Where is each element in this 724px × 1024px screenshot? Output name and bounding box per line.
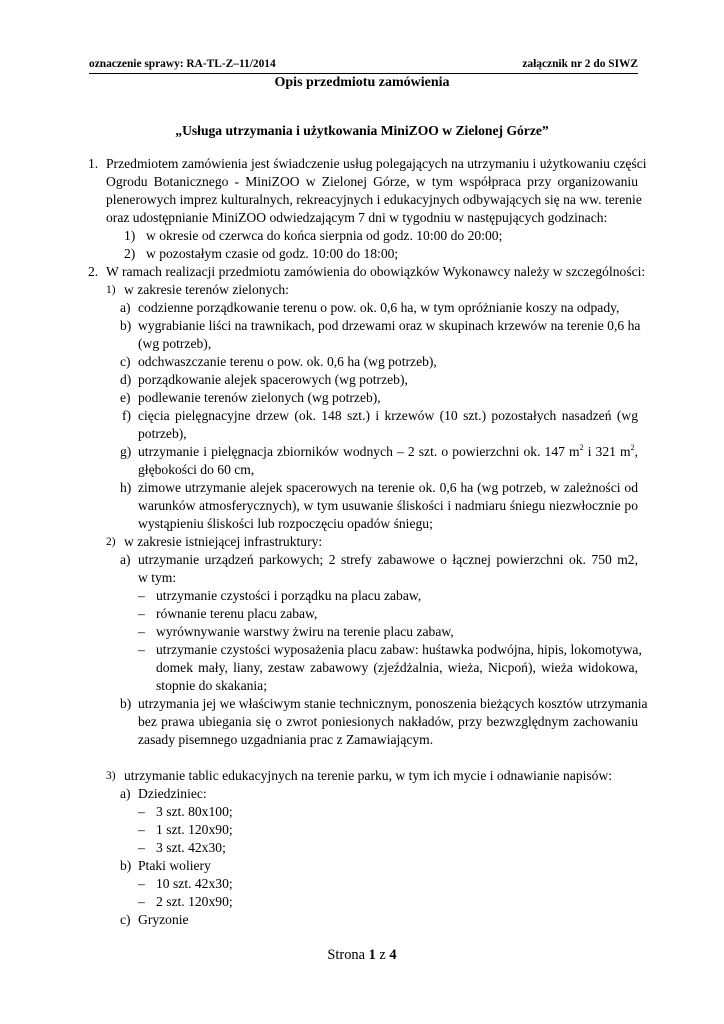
subsection-1-number: 1) xyxy=(106,284,116,296)
item-a-text: codzienne porządkowanie terenu o pow. ok. 0,6 ha, w tym opróżnianie koszy na odpady, xyxy=(138,300,620,315)
section-1-number: 1. xyxy=(88,156,99,171)
infra-b-line-2: bez prawa ubiegania się o zwrot poniesionych nakładów, przy bezwzględnym zachowaniu xyxy=(138,714,638,729)
infra-dash-item-4-line-2: domek mały, liany, zestaw zabawowy (zjeźdżalnia, wieża, Nicpoń), wieża widokowa, xyxy=(156,660,638,675)
case-reference: oznaczenie sprawy: RA-TL-Z–11/2014 xyxy=(89,58,276,70)
dash-4: – xyxy=(138,642,145,657)
current-page: 1 xyxy=(368,947,376,963)
dash-6: – xyxy=(138,822,145,837)
boards-c-text: Gryzonie xyxy=(138,912,189,927)
item-e-letter: e) xyxy=(120,390,131,405)
infra-dash-item-2: równanie terenu placu zabaw, xyxy=(156,606,318,621)
subsection-3-number: 3) xyxy=(106,770,116,782)
item-f-line-2: potrzeb), xyxy=(138,426,187,441)
boards-b-item-1: 10 szt. 42x30; xyxy=(156,876,233,891)
total-pages: 4 xyxy=(389,947,397,963)
dash-3: – xyxy=(138,624,145,639)
item-g-line-1: utrzymanie i pielęgnacja zbiorników wodnych – 2 szt. o powierzchni ok. 147 $m^2$ i 321 $m^2$, xyxy=(138,443,639,459)
boards-a-item-2: 1 szt. 120x90; xyxy=(156,822,233,837)
infra-dash-item-4-line-1: utrzymanie czystości wyposażenia placu zabaw: huśtawka podwójna, hipis, lokomotywa, xyxy=(156,642,642,657)
infra-b-letter: b) xyxy=(120,696,132,711)
boards-a-item-3: 3 szt. 42x30; xyxy=(156,840,226,855)
section-1-line-3: plenerowych imprez kulturalnych, rekreacyjnych i edukacyjnych odbywających się na ww. terenie xyxy=(106,192,642,207)
item-h-line-3: wystąpieniu śliskości lub rozpoczęciu opadów śniegu; xyxy=(138,516,433,531)
dash-5: – xyxy=(138,804,145,819)
dash-2: – xyxy=(138,606,145,621)
hours-2-text: w pozostałym czasie od godz. 10:00 do 18:00; xyxy=(146,246,399,261)
attachment-label: załącznik nr 2 do SIWZ xyxy=(522,58,638,70)
item-f-line-1: cięcia pielęgnacyjne drzew (ok. 148 szt.) i krzewów (10 szt.) pozostałych nasadzeń (wg xyxy=(138,408,638,423)
boards-a-text: Dziedziniec: xyxy=(138,786,207,801)
item-b-line-2: (wg potrzeb), xyxy=(138,336,212,351)
section-2-number: 2. xyxy=(88,264,99,279)
page-header xyxy=(89,57,638,74)
infra-b-line-1: utrzymania jej we właściwym stanie technicznym, ponoszenia bieżących kosztów utrzymania xyxy=(138,696,648,711)
hours-2-number: 2) xyxy=(124,246,136,261)
item-d-letter: d) xyxy=(120,372,132,387)
section-1-line-2: Ogrodu Botanicznego - MiniZOO w Zielonej Górze, w tym współpraca przy organizowaniu xyxy=(106,174,638,189)
boards-b-item-2: 2 szt. 120x90; xyxy=(156,894,233,909)
section-1-line-4: oraz udostępnianie MiniZOO odwiedzającym 7 dni w tygodniu w następujących godzinach: xyxy=(106,210,608,225)
hours-1-number: 1) xyxy=(124,228,136,243)
subsection-3-heading: utrzymanie tablic edukacyjnych na terenie parku, w tym ich mycie i odnawianie napisów: xyxy=(124,768,613,783)
infra-dash-item-4-line-3: stopnie do skakania; xyxy=(156,678,267,693)
boards-b-text: Ptaki woliery xyxy=(138,858,211,873)
subsection-2-number: 2) xyxy=(106,536,116,548)
infra-a-letter: a) xyxy=(120,552,131,567)
infra-dash-item-3: wyrównywanie warstwy żwiru na terenie placu zabaw, xyxy=(156,624,454,639)
subsection-1-heading: w zakresie terenów zielonych: xyxy=(124,282,289,297)
item-c-letter: c) xyxy=(120,354,131,369)
item-a-letter: a) xyxy=(120,300,131,315)
item-b-line-1: wygrabianie liści na trawnikach, pod drzewami oraz w skupinach krzewów na terenie 0,6 ha xyxy=(138,318,641,333)
item-g-letter: g) xyxy=(120,444,132,459)
infra-b-line-3: zasady pisemnego uzgadniania prac z Zamawiającym. xyxy=(138,732,434,747)
section-1-line-1: Przedmiotem zamówienia jest świadczenie usług polegających na utrzymaniu i użytkowaniu części xyxy=(106,156,647,171)
dash-7: – xyxy=(138,840,145,855)
boards-b-letter: b) xyxy=(120,858,132,873)
item-b-letter: b) xyxy=(120,318,132,333)
item-e-text: podlewanie terenów zielonych (wg potrzeb), xyxy=(138,390,381,405)
item-f-letter: f) xyxy=(122,408,132,423)
document-subtitle: „Usługa utrzymania i użytkowania MiniZOO w Zielonej Górze” xyxy=(175,123,549,138)
item-g-line-2: głębokości do 60 cm, xyxy=(138,462,255,477)
section-2-intro: W ramach realizacji przedmiotu zamówienia do obowiązków Wykonawcy należy w szczególności: xyxy=(106,264,646,279)
subsection-2-heading: w zakresie istniejącej infrastruktury: xyxy=(124,534,323,549)
infra-dash-item-1: utrzymanie czystości i porządku na placu zabaw, xyxy=(156,588,422,603)
boards-c-letter: c) xyxy=(120,912,131,927)
item-d-text: porządkowanie alejek spacerowych (wg potrzeb), xyxy=(138,372,408,387)
dash-8: – xyxy=(138,876,145,891)
item-h-line-1: zimowe utrzymanie alejek spacerowych na terenie ok. 0,6 ha (wg potrzeb, w zależności od xyxy=(138,480,638,495)
infra-a-line-1: utrzymanie urządzeń parkowych; 2 strefy zabawowe o łącznej powierzchni ok. 750 m2, xyxy=(138,552,638,567)
dash-1: – xyxy=(138,588,145,603)
item-h-letter: h) xyxy=(120,480,132,495)
dash-9: – xyxy=(138,894,145,909)
document-title: Opis przedmiotu zamówienia xyxy=(274,75,450,90)
boards-a-letter: a) xyxy=(120,786,131,801)
infra-a-line-2: w tym: xyxy=(138,570,177,585)
page-footer: Strona 1 z 4 xyxy=(327,947,397,963)
hours-1-text: w okresie od czerwca do końca sierpnia od godz. 10:00 do 20:00; xyxy=(146,228,503,243)
item-c-text: odchwaszczanie terenu o pow. ok. 0,6 ha (wg potrzeb), xyxy=(138,354,437,369)
boards-a-item-1: 3 szt. 80x100; xyxy=(156,804,233,819)
item-h-line-2: warunków atmosferycznych), w tym usuwanie śliskości i nadmiaru śniegu niezwłocznie po xyxy=(138,498,638,513)
